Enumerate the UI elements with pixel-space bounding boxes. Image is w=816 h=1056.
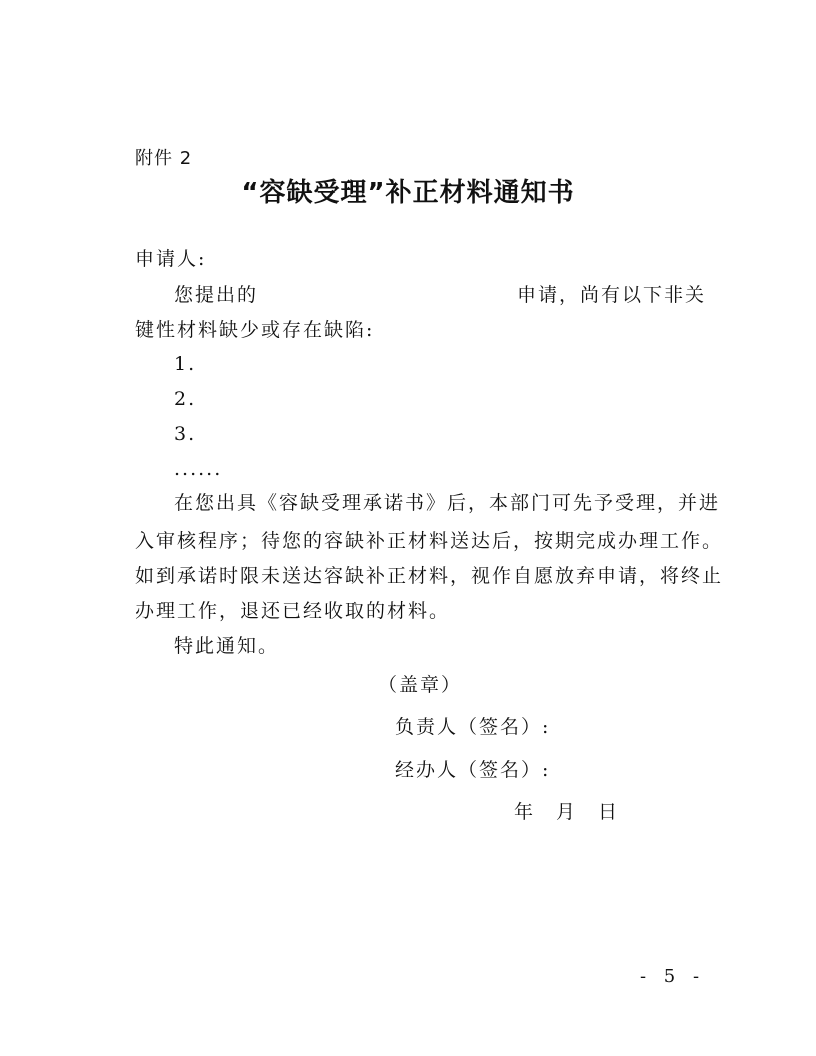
applicant-label: 申请人: <box>135 248 207 270</box>
document-title: “容缺受理”补正材料通知书 <box>241 178 575 208</box>
list-item: 1. <box>174 353 197 375</box>
page-number: - 5 - <box>640 966 706 987</box>
paragraph-line: 在您出具《容缺受理承诺书》后，本部门可先予受理，并进 <box>174 492 721 514</box>
intro-left: 您提出的 <box>174 284 259 306</box>
list-item: 2. <box>174 388 197 410</box>
attachment-label: 附件 2 <box>135 148 193 169</box>
paragraph-line: 入审核程序；待您的容缺补正材料送达后，按期完成办理工作。 <box>135 530 724 552</box>
paragraph-line: 如到承诺时限未送达容缺补正材料，视作自愿放弃申请，将终止 <box>135 565 724 587</box>
closing-text: 特此通知。 <box>174 635 280 657</box>
handler-signature: 经办人（签名）: <box>395 759 551 781</box>
paragraph-line: 办理工作，退还已经收取的材料。 <box>135 600 451 622</box>
intro-line2: 键性材料缺少或存在缺陷: <box>135 319 375 341</box>
person-in-charge-signature: 负责人（签名）: <box>395 716 551 738</box>
list-item: 3. <box>174 423 197 445</box>
list-item-ellipsis: ...... <box>174 458 223 480</box>
seal-label: （盖章） <box>378 674 463 696</box>
intro-right: 申请，尚有以下非关 <box>517 284 707 306</box>
date-line: 年 月 日 <box>514 801 620 823</box>
